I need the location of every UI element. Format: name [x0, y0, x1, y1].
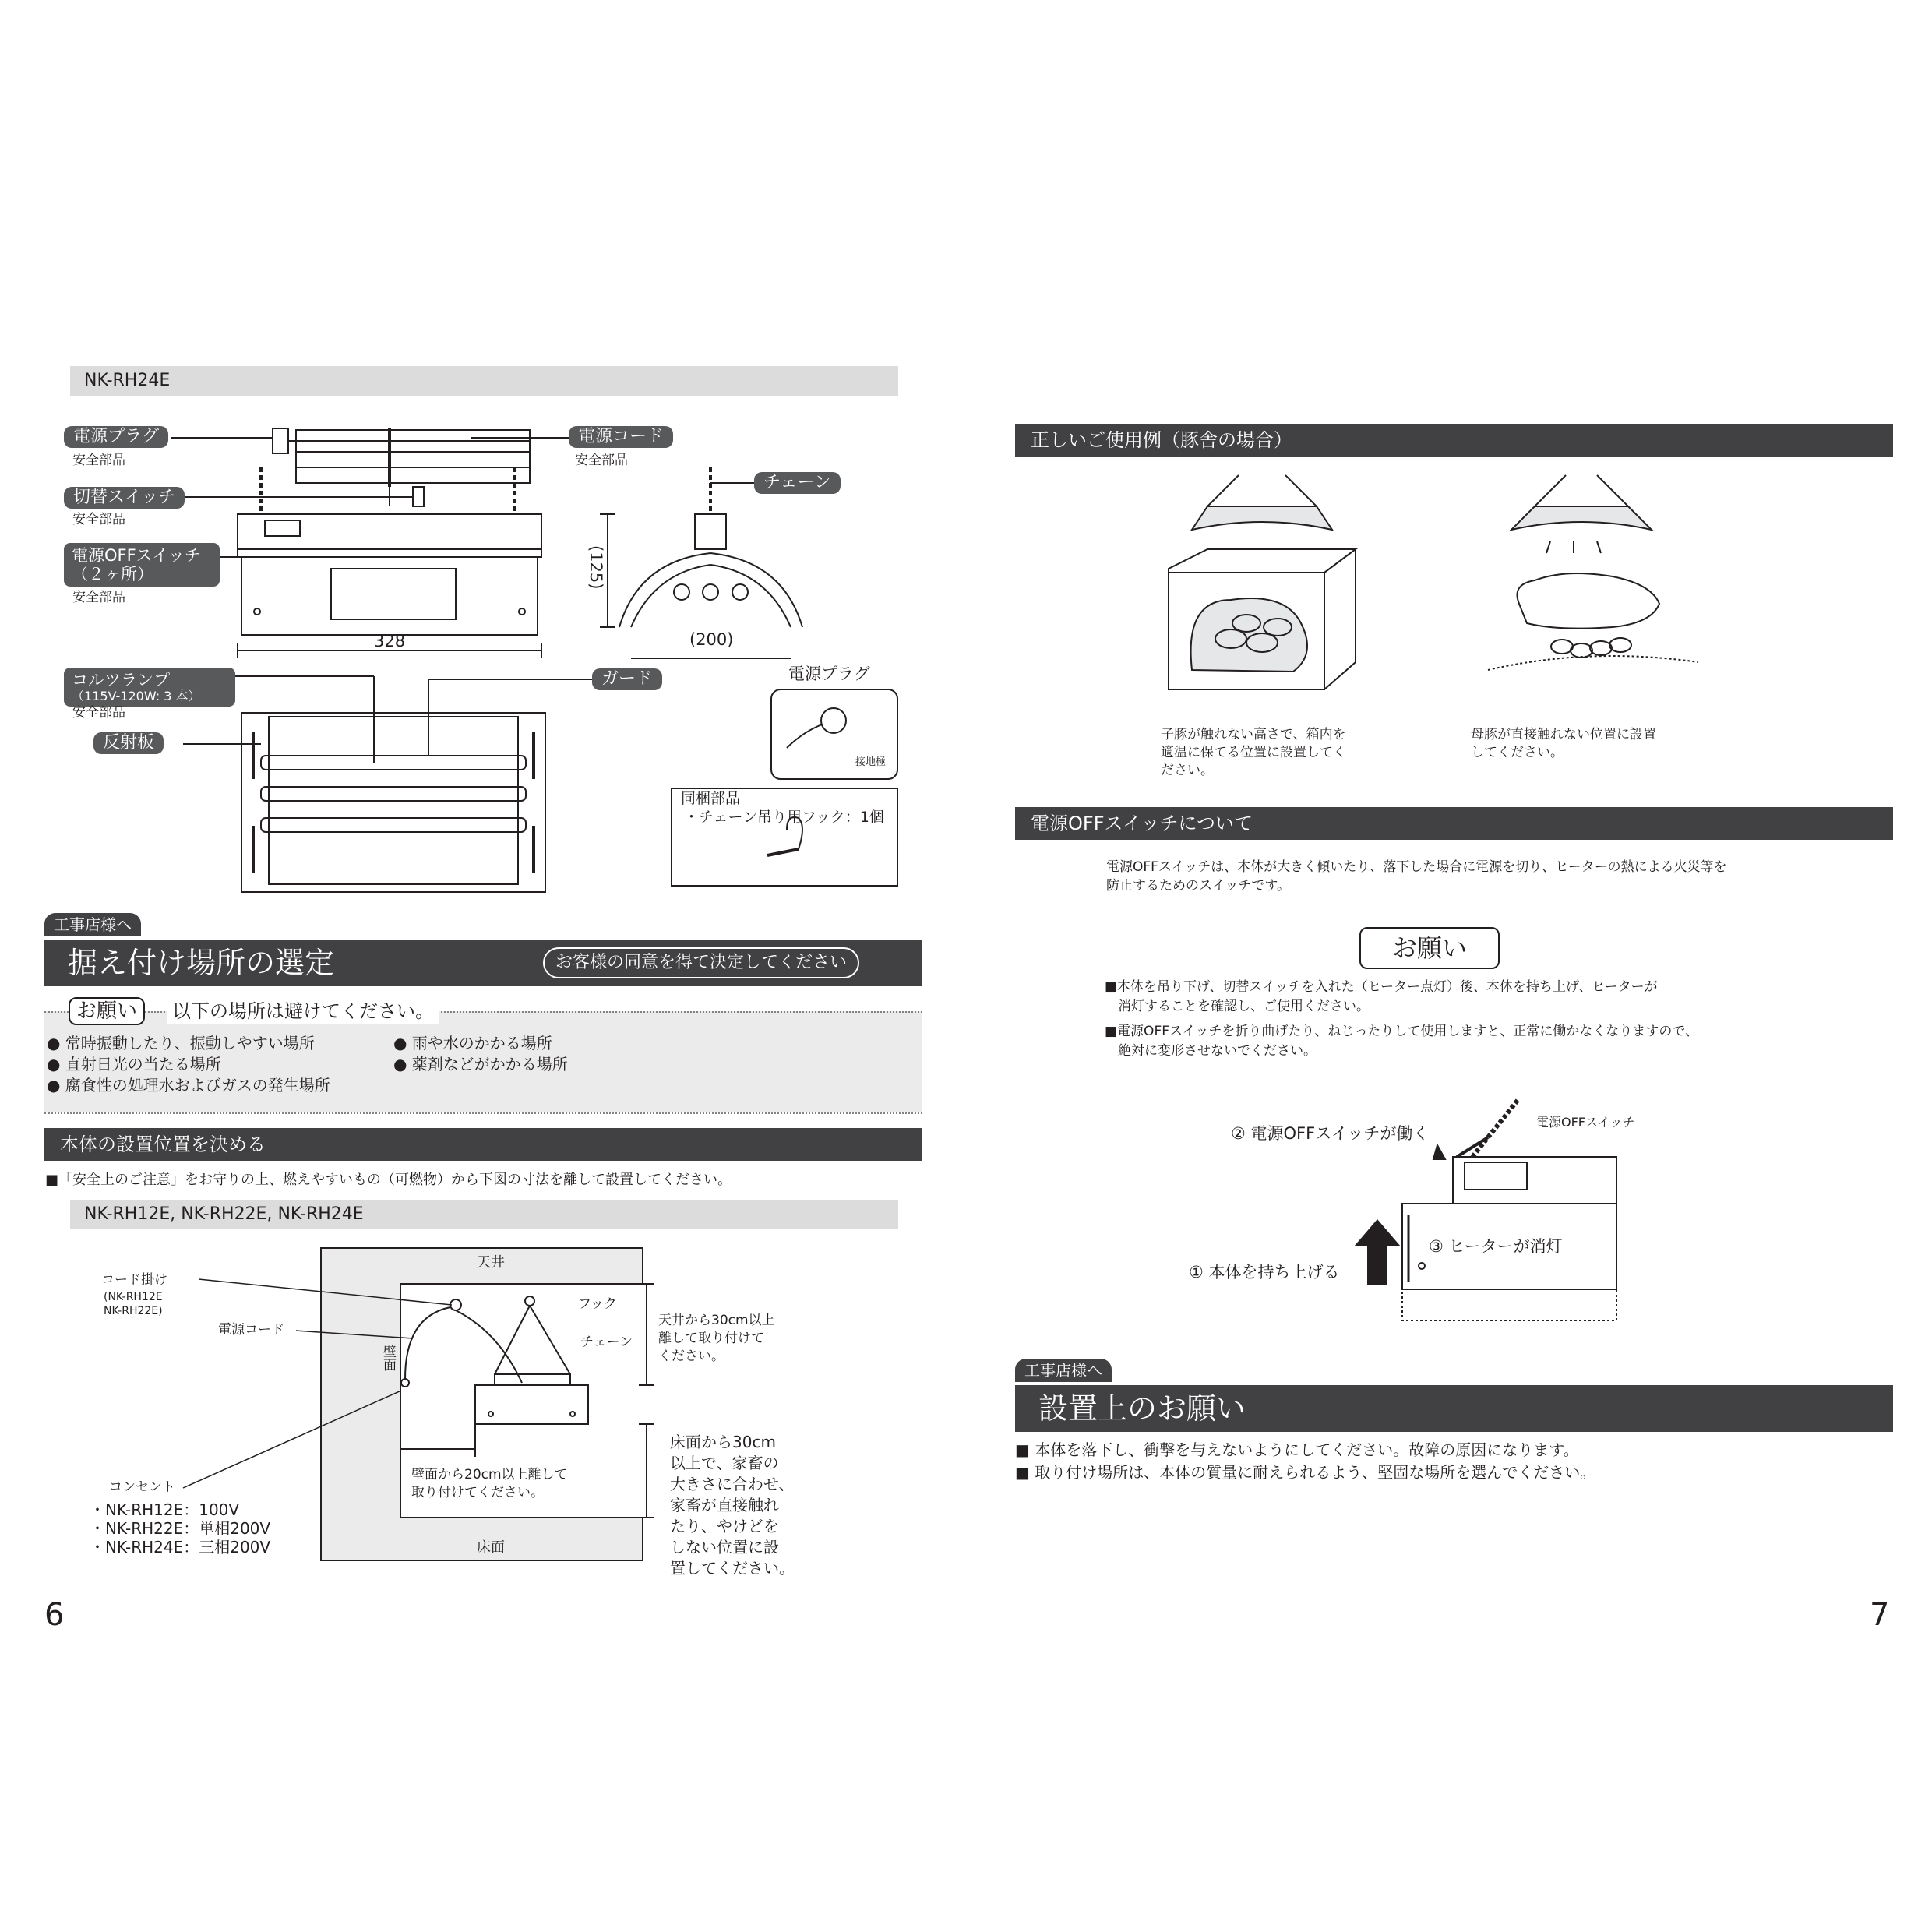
contractor-tag-left: 工事店様へ [44, 913, 141, 936]
avoid-item: ● 薬剤などがかかる場所 [393, 1055, 568, 1074]
label-off-switch-sub: 安全部品 [72, 590, 125, 605]
wall-label: 壁面 [380, 1345, 396, 1371]
request-label-right: お願い [1359, 927, 1500, 969]
avoid-item: ● 直射日光の当たる場所 [47, 1055, 221, 1074]
section-title: 据え付け場所の選定 [68, 946, 335, 980]
avoid-item: ● 常時振動したり、振動しやすい場所 [47, 1034, 315, 1052]
avoid-item: ● 雨や水のかかる場所 [393, 1034, 552, 1052]
request-item: 絶対に変形させないでください。 [1105, 1043, 1317, 1059]
hook-label: フック [578, 1296, 617, 1312]
request-item: ■本体を吊り下げ、切替スイッチを入れた（ヒーター点灯）後、本体を持ち上げ、ヒーターが [1105, 979, 1658, 995]
usage-caption-1: 適温に保てる位置に設置してく [1161, 745, 1346, 760]
off-switch-title: 電源OFFスイッチについて [1031, 813, 1253, 834]
label-switch: 切替スイッチ [64, 487, 185, 509]
avoid-item: ● 腐食性の処理水およびガスの発生場所 [47, 1076, 330, 1095]
off-switch-text: 防止するためのスイッチです。 [1106, 878, 1290, 894]
floor-note: 置してください。 [670, 1559, 795, 1578]
contractor-tag-right: 工事店様へ [1015, 1359, 1112, 1382]
label-off-switch-text: 電源OFFスイッチ [72, 546, 201, 565]
diagram-step2: ② 電源OFFスイッチが働く [1231, 1124, 1430, 1143]
usage-caption-1: ださい。 [1161, 763, 1214, 778]
label-off-switch [64, 543, 220, 587]
position-title: 本体の設置位置を決める [60, 1133, 266, 1155]
label-lamp-spec: （115V-120W: 3 本） [72, 689, 201, 703]
position-title-bar [44, 1128, 922, 1161]
label-lamp [64, 668, 235, 707]
wall-note: 取り付けてください。 [411, 1485, 544, 1500]
model-header [70, 366, 898, 396]
chain-label: チェーン [580, 1334, 633, 1350]
usage-title-bar [1015, 424, 1893, 457]
label-guard: ガード [592, 668, 662, 690]
section-title-bar-left [44, 940, 922, 986]
label-switch-sub: 安全部品 [72, 512, 125, 527]
dim-depth: (200) [689, 630, 734, 649]
label-power-cord: 電源コード [569, 426, 673, 448]
install-title: 設置上のお願い [1038, 1391, 1246, 1426]
usage-caption-1: 子豚が触れない高さで、箱内を [1161, 727, 1346, 742]
install-title-bar [1015, 1385, 1893, 1432]
page-number-left: 6 [44, 1597, 65, 1633]
cord-hanger-model: (NK-RH12E [104, 1291, 163, 1303]
bundle-title: 同梱部品 [681, 790, 741, 807]
bundle-item: ・チェーン吊り用フック：1個 [684, 809, 884, 826]
label-power-plug-sub: 安全部品 [72, 453, 125, 468]
floor-note: 大きさに合わせ、 [670, 1475, 795, 1493]
label-power-plug: 電源プラグ [64, 426, 168, 448]
usage-caption-2: してください。 [1471, 745, 1564, 760]
request-text-left: 以下の場所は避けてください。 [167, 999, 439, 1024]
request-item: 消灯することを確認し、ご使用ください。 [1105, 999, 1370, 1014]
cord-hanger: コード掛け [101, 1272, 167, 1288]
label-power-cord-sub: 安全部品 [575, 453, 628, 468]
plug-box-title: 電源プラグ [788, 665, 870, 683]
wall-note: 壁面から20cm以上離して [411, 1467, 568, 1482]
install-item: ■ 取り付け場所は、本体の質量に耐えられるよう、堅固な場所を選んでください。 [1015, 1463, 1596, 1482]
usage-caption-2: 母豚が直接触れない位置に設置 [1471, 727, 1656, 742]
diagram-step1: ① 本体を持ち上げる [1189, 1263, 1340, 1282]
model-header-text: NK-RH24E [84, 371, 171, 390]
ceiling-note: 天井から30cm以上 [658, 1313, 775, 1328]
off-switch-title-bar [1015, 807, 1893, 840]
floor-note: しない位置に設 [670, 1538, 779, 1557]
diagram-switch-label: 電源OFFスイッチ [1536, 1115, 1635, 1130]
off-switch-text: 電源OFFスイッチは、本体が大きく傾いたり、落下した場合に電源を切り、ヒーターの熱による火災等を [1106, 859, 1727, 875]
request-label-left: お願い [69, 997, 145, 1025]
label-lamp-text: コルツランプ [72, 671, 170, 689]
ceiling-note: 離して取り付けて [658, 1331, 764, 1346]
models-header-text: NK-RH12E, NK-RH22E, NK-RH24E [84, 1204, 364, 1224]
install-item: ■ 本体を落下し、衝撃を与えないようにしてください。故障の原因になります。 [1015, 1440, 1579, 1459]
diagram-step3: ③ ヒーターが消灯 [1429, 1237, 1563, 1256]
usage-illustration-sow [1472, 467, 1706, 701]
outlet-item: ・NK-RH22E：単相200V [90, 1519, 271, 1538]
page-number-right: 7 [1870, 1597, 1890, 1633]
label-reflector: 反射板 [93, 732, 164, 754]
dim-width: 328 [374, 632, 406, 650]
floor-label: 床面 [477, 1539, 505, 1556]
outlet-item: ・NK-RH24E：三相200V [90, 1538, 271, 1557]
outlet-label: コンセント [109, 1479, 175, 1495]
ceiling-note: ください。 [658, 1349, 724, 1364]
ceiling-label: 天井 [477, 1254, 505, 1271]
label-chain: チェーン [754, 472, 841, 494]
avoid-box-bottomline [44, 1112, 922, 1114]
power-cord-label: 電源コード [218, 1322, 284, 1338]
label-off-switch-count: （２ヶ所） [72, 565, 153, 583]
section-note: お客様の同意を得て決定してください [543, 947, 859, 978]
floor-note: たり、やけどを [670, 1517, 779, 1535]
usage-title: 正しいご使用例（豚舎の場合） [1031, 429, 1292, 451]
floor-note: 床面から30cm [670, 1433, 776, 1451]
plug-ground: 接地極 [855, 756, 887, 768]
position-note: ■「安全上のご注意」をお守りの上、燃えやすいもの（可燃物）から下図の寸法を離して設置してください。 [45, 1172, 732, 1188]
label-lamp-sub: 安全部品 [72, 705, 125, 721]
floor-note: 以上で、家畜の [670, 1454, 779, 1472]
request-item: ■電源OFFスイッチを折り曲げたり、ねじったりして使用しますと、正常に働かなくなりますので、 [1105, 1024, 1698, 1039]
models-header [70, 1200, 898, 1229]
outlet-item: ・NK-RH12E：100V [90, 1500, 240, 1519]
floor-note: 家畜が直接触れ [670, 1496, 779, 1514]
dim-height: (125) [587, 545, 605, 590]
usage-illustration-box [1161, 467, 1394, 701]
cord-hanger-model: NK-RH22E) [104, 1305, 163, 1317]
